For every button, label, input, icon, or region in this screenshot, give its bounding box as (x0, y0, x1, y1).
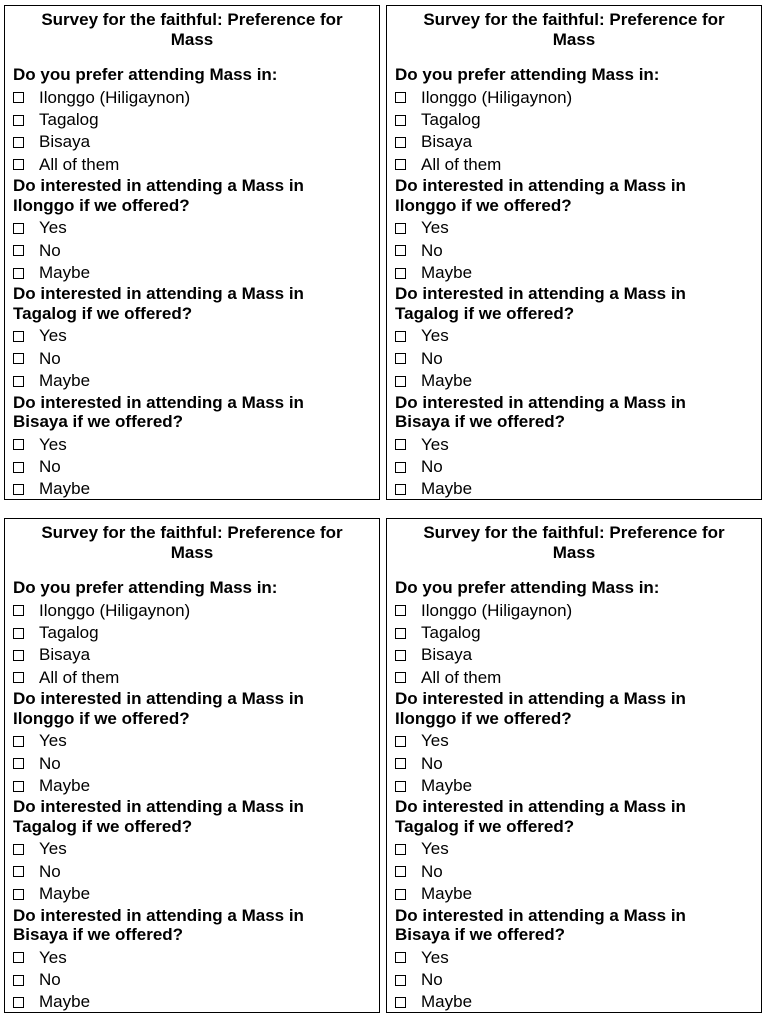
option-list (395, 434, 761, 501)
option-list (395, 947, 761, 1014)
option-item[interactable] (13, 730, 379, 752)
option-label: Maybe (39, 992, 91, 1012)
option-item[interactable] (395, 730, 761, 752)
option-list (13, 600, 379, 690)
option-item[interactable] (13, 600, 379, 622)
option-label: Tagalog (421, 109, 481, 129)
option-label: Maybe (421, 775, 473, 795)
option-item[interactable] (395, 217, 761, 239)
checkbox-icon[interactable] (395, 975, 406, 986)
question-text: Do interested in attending a Mass in Tagalog if we offered? (395, 797, 686, 836)
checkbox-icon[interactable] (13, 92, 24, 103)
checkbox-icon[interactable] (395, 844, 406, 855)
option-label: No (421, 753, 443, 773)
option-label: Maybe (39, 479, 91, 499)
option-label: Maybe (39, 775, 91, 795)
option-label: Maybe (421, 992, 473, 1012)
checkbox-icon[interactable] (395, 672, 406, 683)
checkbox-icon[interactable] (13, 781, 24, 792)
option-item[interactable] (13, 240, 379, 262)
checkbox-icon[interactable] (13, 223, 24, 234)
survey-title: Survey for the faithful: Preference for Mass (423, 10, 725, 49)
option-label: Ilonggo (Hiligaynon) (421, 87, 573, 107)
option-item[interactable] (395, 240, 761, 262)
checkbox-icon[interactable] (395, 952, 406, 963)
option-item[interactable] (13, 861, 379, 883)
option-list (395, 87, 761, 177)
option-item[interactable] (395, 109, 761, 131)
checkbox-icon[interactable] (395, 92, 406, 103)
option-item[interactable] (13, 969, 379, 991)
question-text: Do you prefer attending Mass in: (395, 578, 660, 597)
option-item[interactable] (395, 667, 761, 689)
checkbox-icon[interactable] (13, 975, 24, 986)
option-list (13, 434, 379, 501)
option-list (395, 600, 761, 690)
survey-body (387, 65, 761, 501)
option-item[interactable] (395, 753, 761, 775)
question-text: Do interested in attending a Mass in Ilonggo if we offered? (13, 176, 304, 215)
option-label: Maybe (421, 479, 473, 499)
survey-body (5, 578, 379, 1014)
option-item[interactable] (395, 622, 761, 644)
option-item[interactable] (395, 154, 761, 176)
option-item[interactable] (13, 947, 379, 969)
option-item[interactable] (395, 370, 761, 392)
option-item[interactable] (395, 947, 761, 969)
option-label: Yes (39, 326, 67, 346)
survey-title: Survey for the faithful: Preference for Mass (41, 523, 343, 562)
checkbox-icon[interactable] (395, 223, 406, 234)
option-label: Yes (39, 731, 67, 751)
checkbox-icon[interactable] (395, 758, 406, 769)
question-text: Do interested in attending a Mass in Tagalog if we offered? (13, 797, 304, 836)
option-label: Yes (421, 839, 449, 859)
option-label: Yes (421, 218, 449, 238)
question-text: Do interested in attending a Mass in Ilonggo if we offered? (395, 689, 686, 728)
checkbox-icon[interactable] (13, 889, 24, 900)
option-label: All of them (421, 667, 502, 687)
survey-card (4, 5, 380, 500)
option-item[interactable] (13, 775, 379, 797)
question-text: Do interested in attending a Mass in Bisaya if we offered? (395, 905, 686, 945)
option-item[interactable] (395, 434, 761, 456)
option-label: Bisaya (39, 132, 91, 152)
checkbox-icon[interactable] (13, 331, 24, 342)
checkbox-icon[interactable] (395, 331, 406, 342)
option-item[interactable] (13, 883, 379, 905)
question-text: Do interested in attending a Mass in Ilonggo if we offered? (13, 689, 304, 728)
checkbox-icon[interactable] (395, 268, 406, 279)
option-label: Bisaya (421, 132, 473, 152)
checkbox-icon[interactable] (395, 462, 406, 473)
option-label: Yes (421, 326, 449, 346)
option-label: Ilonggo (Hiligaynon) (39, 600, 191, 620)
option-label: No (39, 753, 61, 773)
option-label: Ilonggo (Hiligaynon) (39, 87, 191, 107)
option-item[interactable] (395, 262, 761, 284)
checkbox-icon[interactable] (13, 484, 24, 495)
checkbox-icon[interactable] (13, 439, 24, 450)
option-item[interactable] (13, 109, 379, 131)
option-label: No (39, 969, 61, 989)
option-item[interactable] (13, 262, 379, 284)
option-label: No (421, 861, 443, 881)
checkbox-icon[interactable] (395, 866, 406, 877)
option-label: No (39, 240, 61, 260)
option-label: Yes (39, 947, 67, 967)
option-item[interactable] (13, 154, 379, 176)
question-text: Do you prefer attending Mass in: (13, 578, 278, 597)
option-item[interactable] (13, 131, 379, 153)
question-text: Do interested in attending a Mass in Bisaya if we offered? (13, 392, 304, 432)
option-label: No (39, 456, 61, 476)
question-text: Do interested in attending a Mass in Bisaya if we offered? (395, 392, 686, 432)
option-item[interactable] (13, 667, 379, 689)
option-item[interactable] (395, 838, 761, 860)
checkbox-icon[interactable] (395, 353, 406, 364)
option-label: Yes (39, 434, 67, 454)
checkbox-icon[interactable] (13, 844, 24, 855)
question-text: Do interested in attending a Mass in Tagalog if we offered? (13, 284, 304, 323)
option-item[interactable] (13, 478, 379, 500)
survey-title: Survey for the faithful: Preference for Mass (41, 10, 343, 49)
option-label: No (421, 348, 443, 368)
checkbox-icon[interactable] (13, 462, 24, 473)
checkbox-icon[interactable] (13, 628, 24, 639)
checkbox-icon[interactable] (13, 605, 24, 616)
option-item[interactable] (395, 131, 761, 153)
option-item[interactable] (13, 644, 379, 666)
option-item[interactable] (13, 753, 379, 775)
survey-card (386, 518, 762, 1013)
survey-card (4, 518, 380, 1013)
option-item[interactable] (13, 456, 379, 478)
checkbox-icon[interactable] (13, 159, 24, 170)
checkbox-icon[interactable] (395, 628, 406, 639)
checkbox-icon[interactable] (13, 736, 24, 747)
option-list (13, 947, 379, 1014)
option-label: Yes (421, 731, 449, 751)
checkbox-icon[interactable] (395, 137, 406, 148)
checkbox-icon[interactable] (395, 736, 406, 747)
option-label: Maybe (39, 262, 91, 282)
option-list (395, 730, 761, 797)
checkbox-icon[interactable] (13, 137, 24, 148)
option-item[interactable] (13, 622, 379, 644)
option-item[interactable] (395, 861, 761, 883)
option-label: Yes (421, 434, 449, 454)
option-label: Maybe (39, 371, 91, 391)
option-item[interactable] (395, 991, 761, 1013)
option-item[interactable] (395, 87, 761, 109)
option-item[interactable] (13, 370, 379, 392)
option-list (13, 87, 379, 177)
checkbox-icon[interactable] (13, 952, 24, 963)
survey-body (5, 65, 379, 501)
question-text: Do interested in attending a Mass in Bisaya if we offered? (13, 905, 304, 945)
option-list (395, 838, 761, 905)
checkbox-icon[interactable] (395, 376, 406, 387)
option-label: No (39, 348, 61, 368)
option-item[interactable] (13, 434, 379, 456)
option-item[interactable] (13, 838, 379, 860)
option-label: Ilonggo (Hiligaynon) (421, 600, 573, 620)
option-label: All of them (39, 667, 120, 687)
option-item[interactable] (13, 217, 379, 239)
checkbox-icon[interactable] (395, 605, 406, 616)
checkbox-icon[interactable] (13, 672, 24, 683)
checkbox-icon[interactable] (395, 439, 406, 450)
option-label: All of them (421, 154, 502, 174)
question-text: Do you prefer attending Mass in: (13, 65, 278, 84)
checkbox-icon[interactable] (395, 650, 406, 661)
option-item[interactable] (395, 775, 761, 797)
option-item[interactable] (13, 325, 379, 347)
checkbox-icon[interactable] (13, 115, 24, 126)
option-label: Yes (39, 218, 67, 238)
option-label: Tagalog (421, 622, 481, 642)
option-list (13, 325, 379, 392)
option-item[interactable] (395, 883, 761, 905)
option-list (395, 217, 761, 284)
checkbox-icon[interactable] (395, 889, 406, 900)
checkbox-icon[interactable] (13, 866, 24, 877)
checkbox-icon[interactable] (13, 376, 24, 387)
survey-card (386, 5, 762, 500)
survey-title: Survey for the faithful: Preference for Mass (423, 523, 725, 562)
option-item[interactable] (395, 478, 761, 500)
option-label: Bisaya (421, 645, 473, 665)
option-label: Maybe (421, 884, 473, 904)
option-label: Tagalog (39, 622, 99, 642)
option-list (395, 325, 761, 392)
option-label: No (421, 240, 443, 260)
option-label: No (421, 969, 443, 989)
option-item[interactable] (13, 87, 379, 109)
checkbox-icon[interactable] (13, 997, 24, 1008)
option-label: Tagalog (39, 109, 99, 129)
option-item[interactable] (395, 644, 761, 666)
option-label: Maybe (421, 262, 473, 282)
option-item[interactable] (13, 348, 379, 370)
checkbox-icon[interactable] (395, 484, 406, 495)
option-label: Yes (39, 839, 67, 859)
option-label: No (421, 456, 443, 476)
checkbox-icon[interactable] (13, 650, 24, 661)
option-item[interactable] (395, 348, 761, 370)
question-text: Do you prefer attending Mass in: (395, 65, 660, 84)
question-text: Do interested in attending a Mass in Ilonggo if we offered? (395, 176, 686, 215)
checkbox-icon[interactable] (395, 781, 406, 792)
checkbox-icon[interactable] (395, 159, 406, 170)
checkbox-icon[interactable] (395, 997, 406, 1008)
survey-body (387, 578, 761, 1014)
checkbox-icon[interactable] (13, 245, 24, 256)
option-list (13, 838, 379, 905)
checkbox-icon[interactable] (13, 268, 24, 279)
option-item[interactable] (13, 991, 379, 1013)
checkbox-icon[interactable] (13, 353, 24, 364)
option-label: Yes (421, 947, 449, 967)
checkbox-icon[interactable] (395, 115, 406, 126)
option-label: All of them (39, 154, 120, 174)
option-item[interactable] (395, 456, 761, 478)
option-item[interactable] (395, 969, 761, 991)
checkbox-icon[interactable] (13, 758, 24, 769)
option-list (13, 730, 379, 797)
option-label: No (39, 861, 61, 881)
option-label: Maybe (421, 371, 473, 391)
question-text: Do interested in attending a Mass in Tagalog if we offered? (395, 284, 686, 323)
option-item[interactable] (395, 325, 761, 347)
option-list (13, 217, 379, 284)
checkbox-icon[interactable] (395, 245, 406, 256)
option-item[interactable] (395, 600, 761, 622)
option-label: Maybe (39, 884, 91, 904)
option-label: Bisaya (39, 645, 91, 665)
